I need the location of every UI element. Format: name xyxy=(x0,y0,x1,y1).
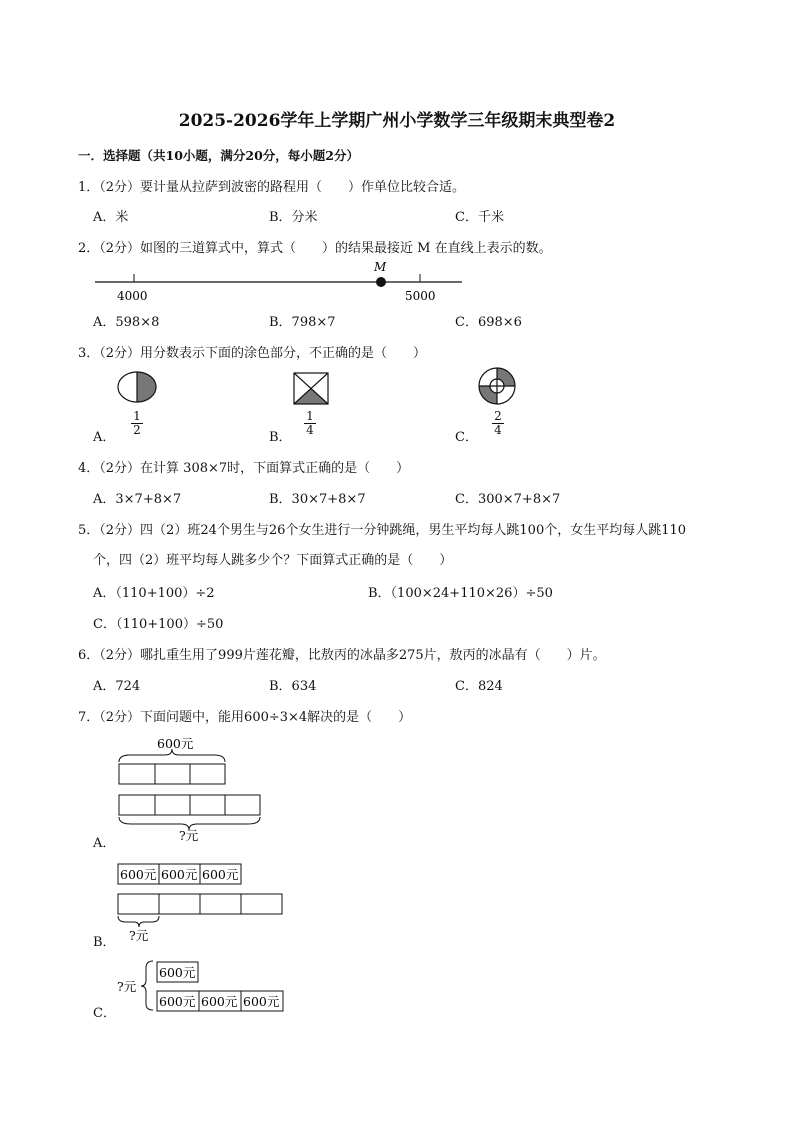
question-6-option-a[interactable]: A．724 xyxy=(93,679,141,694)
question-2-option-a[interactable]: A．598×8 xyxy=(93,315,160,330)
option-c-cell-label-1: 600元 xyxy=(159,994,196,1009)
question-4-option-c[interactable]: C．300×7+8×7 xyxy=(455,492,561,507)
question-1-option-c[interactable]: C．千米 xyxy=(455,210,504,225)
option-a-top-label: 600元 xyxy=(157,736,194,751)
option-a-bottom-label: ?元 xyxy=(179,828,199,843)
question-7-stem: 7．（2分）下面问题中，能用600÷3×4解决的是（ ） xyxy=(78,710,412,725)
question-3-option-b-label[interactable]: B． xyxy=(269,430,292,445)
option-c-bar-diagram xyxy=(117,961,283,1011)
question-7-option-c-label[interactable]: C． xyxy=(93,1006,116,1021)
question-5-option-b[interactable]: B．（100×24+110×26）÷50 xyxy=(368,586,553,601)
tick-label-4000: 4000 xyxy=(117,289,148,303)
question-5-stem-line-2: 个，四（2）班平均每人跳多少个？下面算式正确的是（ ） xyxy=(93,553,453,568)
option-c-cell-label-3: 600元 xyxy=(243,994,280,1009)
question-3-stem: 3．（2分）用分数表示下面的涂色部分，不正确的是（ ） xyxy=(78,346,427,361)
question-1-option-b[interactable]: B．分米 xyxy=(269,210,318,225)
question-2-option-b[interactable]: B．798×7 xyxy=(269,315,336,330)
denominator: 2 xyxy=(133,423,141,437)
point-m-label: M xyxy=(374,260,387,274)
question-1-stem: 1．（2分）要计量从拉萨到波密的路程用（ ）作单位比较合适。 xyxy=(78,180,466,195)
question-5-option-c[interactable]: C．（110+100）÷50 xyxy=(93,617,224,632)
question-5-stem-line-1: 5．（2分）四（2）班24个男生与26个女生进行一分钟跳绳，男生平均每人跳100个，女生平均每人跳110 xyxy=(78,523,687,538)
question-1-option-a[interactable]: A．米 xyxy=(93,210,129,225)
option-c-cell-label-top: 600元 xyxy=(159,965,196,980)
question-4-option-a[interactable]: A．3×7+8×7 xyxy=(93,492,182,507)
tick-label-5000: 5000 xyxy=(405,289,436,303)
option-b-bottom-label: ?元 xyxy=(129,928,149,943)
option-b-cell-label-3: 600元 xyxy=(202,867,239,882)
option-b-cell-label-1: 600元 xyxy=(120,867,157,882)
question-6-stem: 6．（2分）哪扎重生用了999片莲花瓣，比敖丙的冰晶多275片，敖丙的冰晶有（ ）片。 xyxy=(78,648,606,663)
page-title: 2025-2026学年上学期广州小学数学三年级期末典型卷2 xyxy=(178,111,616,131)
numerator: 1 xyxy=(306,409,314,423)
option-b-bar-diagram xyxy=(118,864,282,943)
section-header: 一．选择题（共10小题，满分20分，每小题2分） xyxy=(78,148,359,163)
option-a-bar-diagram xyxy=(119,736,260,843)
question-7-option-a-label[interactable]: A． xyxy=(93,836,116,851)
question-6-option-c[interactable]: C．824 xyxy=(455,679,503,694)
question-7-option-b-label[interactable]: B． xyxy=(93,935,116,950)
question-2-stem: 2．（2分）如图的三道算式中，算式（ ）的结果最接近 M 在直线上表示的数。 xyxy=(78,241,552,256)
numerator: 1 xyxy=(133,409,141,423)
question-2-option-c[interactable]: C．698×6 xyxy=(455,315,522,330)
question-3-option-a-label[interactable]: A． xyxy=(93,430,116,445)
question-6-option-b[interactable]: B．634 xyxy=(269,679,317,694)
question-4-option-b[interactable]: B．30×7+8×7 xyxy=(269,492,366,507)
denominator: 4 xyxy=(494,423,502,437)
numerator: 2 xyxy=(494,409,502,423)
option-c-side-label: ?元 xyxy=(117,979,137,994)
question-3-option-c-label[interactable]: C． xyxy=(455,430,478,445)
option-c-cell-label-2: 600元 xyxy=(201,994,238,1009)
question-5-option-a[interactable]: A．（110+100）÷2 xyxy=(93,586,215,601)
denominator: 4 xyxy=(306,423,314,437)
option-b-cell-label-2: 600元 xyxy=(161,867,198,882)
question-4-stem: 4．（2分）在计算 308×7时，下面算式正确的是（ ） xyxy=(78,461,410,476)
